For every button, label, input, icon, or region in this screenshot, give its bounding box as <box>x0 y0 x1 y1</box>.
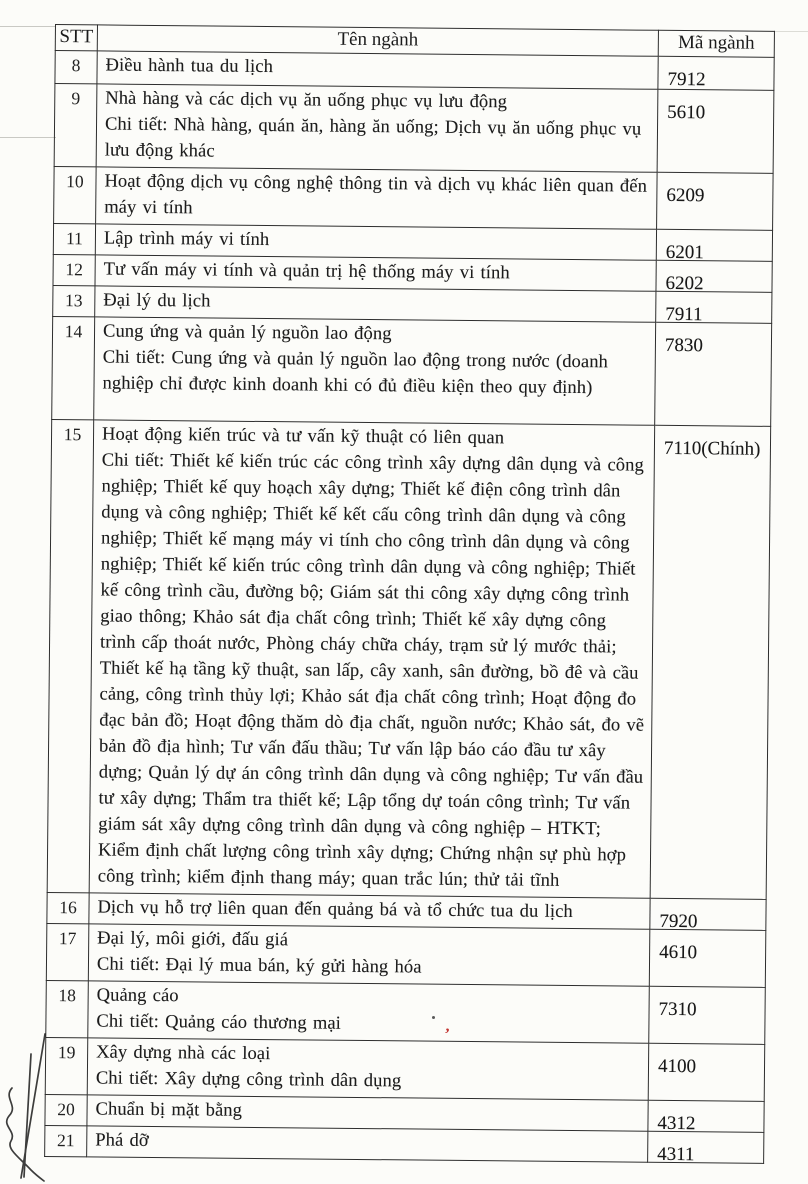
row-number: 15 <box>63 424 82 445</box>
code-cell <box>650 425 771 899</box>
row-number: 21 <box>56 1130 75 1151</box>
industry-code: 4311 <box>657 1143 695 1166</box>
industry-code: 4100 <box>657 1055 697 1078</box>
code-cell <box>648 1043 765 1101</box>
industry-name: Phá dỡ <box>95 1130 149 1151</box>
industry-code: 6202 <box>665 272 704 295</box>
industry-code: 6201 <box>665 241 704 264</box>
industry-name: Dịch vụ hỗ trợ liên quan đến quảng bá và tổ chức tua du lịch <box>97 897 573 923</box>
code-cell <box>649 929 766 987</box>
stt-cell <box>55 51 97 84</box>
industry-name: Hoạt động dịch vụ công nghệ thông tin và dịch vụ khác liên quan đến máy vi tính <box>104 171 648 219</box>
industry-name: Nhà hàng và các dịch vụ ăn uống phục vụ lưu động <box>105 88 508 113</box>
industry-code: 6209 <box>666 184 705 207</box>
industry-code: 4610 <box>659 941 698 964</box>
industry-code: 7920 <box>659 910 698 933</box>
red-pen-mark: ’ <box>442 1025 451 1044</box>
industry-code: 4312 <box>657 1112 696 1135</box>
name-cell <box>89 420 655 898</box>
industry-name: Cung ứng và quản lý nguồn lao động <box>102 321 392 345</box>
stt-cell <box>54 84 97 167</box>
code-cell <box>656 229 772 264</box>
name-cell <box>87 1038 649 1100</box>
business-lines-table <box>44 24 775 1164</box>
row-number: 12 <box>65 259 83 280</box>
scan-artifact-line <box>774 31 808 32</box>
industry-name: Xây dựng nhà các loại <box>96 1042 271 1065</box>
code-cell <box>656 260 772 295</box>
row-number: 18 <box>58 985 77 1006</box>
table-row <box>47 419 771 899</box>
name-cell <box>88 981 650 1043</box>
scan-artifact-line <box>0 137 56 138</box>
name-cell <box>88 924 650 986</box>
industry-detail: Chi tiết: Quảng cáo thương mại <box>96 1011 342 1034</box>
stt-cell <box>53 285 95 316</box>
pen-squiggle <box>0 1020 70 1184</box>
name-cell <box>96 84 658 172</box>
industry-code: 7310 <box>658 998 697 1021</box>
row-number: 13 <box>65 290 83 311</box>
industry-name: Lập trình máy vi tính <box>103 228 270 251</box>
table-row <box>46 923 766 987</box>
row-number: 8 <box>71 55 81 76</box>
table-row <box>54 84 774 174</box>
industry-detail: Chi tiết: Cung ứng và quản lý nguồn lao động trong nước (doanh nghiệp chỉ được kinh doanh khi có đủ điều kiện theo quy định) <box>102 347 609 399</box>
code-cell <box>657 172 774 230</box>
table-row <box>46 980 766 1044</box>
table-body <box>45 51 775 1164</box>
stt-cell <box>53 254 95 285</box>
row-number: 16 <box>59 897 77 918</box>
code-cell <box>658 56 774 90</box>
stt-cell <box>46 923 89 980</box>
code-cell <box>649 986 766 1044</box>
name-cell <box>94 317 656 425</box>
ink-dot <box>432 1016 435 1019</box>
header-ma-nganh: Mã ngành <box>658 30 774 57</box>
industry-code: 7911 <box>665 303 703 326</box>
row-number: 14 <box>64 321 83 342</box>
industry-detail: Chi tiết: Đại lý mua bán, ký gửi hàng hóa <box>96 954 422 978</box>
stt-cell <box>52 316 95 419</box>
header-stt: STT <box>55 25 97 51</box>
code-cell <box>656 291 772 326</box>
stt-cell <box>47 419 94 892</box>
stt-cell <box>54 166 97 223</box>
industry-name: Tư vấn máy vi tính và quản trị hệ thống máy vi tính <box>103 259 510 284</box>
row-number: 10 <box>66 171 84 192</box>
header-ten-nganh: Tên ngành <box>97 25 658 56</box>
industry-code: 5610 <box>667 101 706 124</box>
industry-code: 7912 <box>667 68 706 91</box>
business-lines-table-wrap <box>44 24 774 1164</box>
row-number: 19 <box>57 1042 76 1063</box>
code-cell <box>648 1131 764 1166</box>
table-row <box>52 316 772 426</box>
name-cell <box>87 1126 648 1162</box>
industry-code: 7110(Chính) <box>663 437 761 460</box>
industry-name: Chuẩn bị mặt bằng <box>95 1099 243 1121</box>
scan-artifact-line <box>0 26 56 27</box>
code-cell <box>648 1100 764 1135</box>
table-row <box>45 1037 765 1101</box>
industry-name: Đại lý du lịch <box>103 290 211 312</box>
code-cell <box>657 89 774 173</box>
industry-name: Hoạt động kiến trúc và tư vấn kỹ thuật có liên quan <box>101 424 505 449</box>
row-number: 20 <box>57 1099 75 1120</box>
row-number: 9 <box>71 88 81 109</box>
name-cell <box>96 167 658 229</box>
row-number: 17 <box>58 928 77 949</box>
stt-cell <box>53 223 95 254</box>
code-cell <box>650 898 766 933</box>
table-row <box>54 166 774 230</box>
industry-detail: Chi tiết: Thiết kế kiến trúc các công trình xây dựng dân dụng và công nghiệp; Thiết kế quy hoạch xây dựng; Thiết kế điện công trình dân dụng và công nghiệp; Thiết kế kết cấu công trình dân dụng và công nghiệp; Thiết kế mạng máy vi tính cho công trình dân dụng và công nghiệp; Thiết kế kiến trúc công trình dân dụng và công nghiệp; Thiết kế công trình cầu, đường bộ; Giám sát thi công xây dựng công trình giao thông; Khảo sát địa chất công trình; Thiết kế xây dựng công trình cấp thoát nước, Phòng cháy chữa cháy, trạm sử lý mước thải; Thiết kế hạ tầng kỹ thuật, san lấp, cây xanh, sân đường, bồ đê và cầu cảng, công trình thủy lợi; Khảo sát địa chất công trình; Hoạt động đo đạc bản đồ; Hoạt động thăm dò địa chất, nguồn nước; Khảo sát, đo vẽ bản đồ địa hình; Tư vấn đấu thầu; Tư vấn lập báo cáo đầu tư xây dựng; Quản lý dự án công trình dân dụng và công nghiệp; Tư vấn đầu tư xây dựng; Thẩm tra thiết kế; Lập tổng dự toán công trình; Tư vấn giám sát xây dựng công trình dân dụng và công nghiệp – HTKT; Kiểm định chất lượng công trình xây dựng; Chứng nhận sự phù hợp công trình; kiểm định thang máy; quan trắc lún; thử tải tĩnh <box>97 450 645 891</box>
stt-cell <box>47 892 89 923</box>
industry-detail: Chi tiết: Xây dựng công trình dân dụng <box>95 1068 402 1092</box>
industry-code: 7830 <box>664 334 704 357</box>
name-cell <box>97 51 658 89</box>
row-number: 11 <box>65 228 83 249</box>
industry-name: Đại lý, môi giới, đấu giá <box>97 928 289 951</box>
industry-name: Quảng cáo <box>96 985 179 1007</box>
industry-detail: Chi tiết: Nhà hàng, quán ăn, hàng ăn uống; Dịch vụ ăn uống phục vụ lưu động khác <box>104 114 642 162</box>
code-cell <box>655 322 772 426</box>
industry-name: Điều hành tua du lịch <box>105 55 274 78</box>
